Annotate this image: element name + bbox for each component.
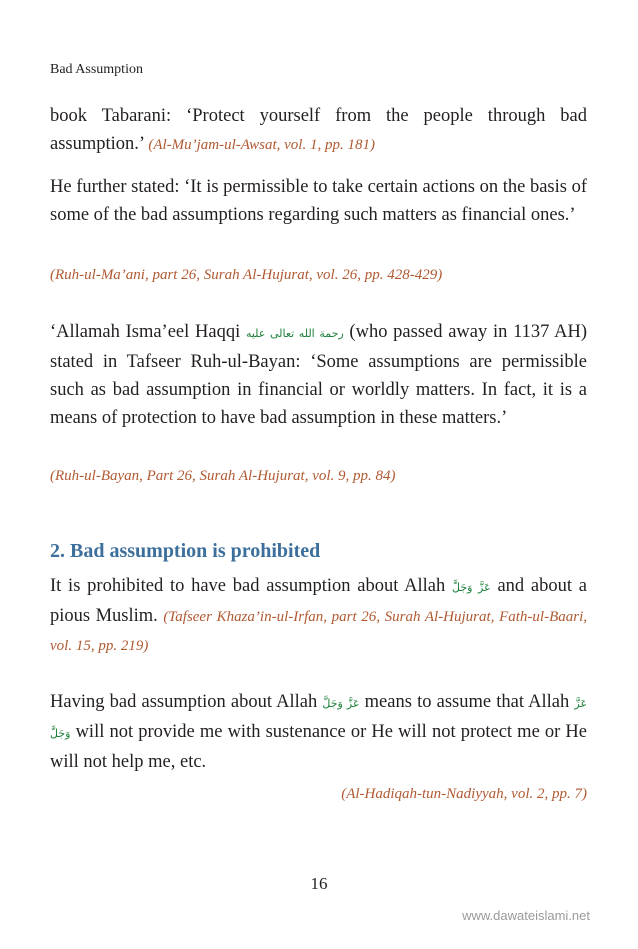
paragraph-text: book Tabarani: ‘Protect yourself from the people through bad assumption.’	[50, 106, 587, 154]
paragraph-text: means to assume that Allah	[359, 692, 575, 712]
paragraph-text: (who passed away in 1137 AH) stated in Tafseer Ruh-ul-Bayan: ‘Some assumptions are permissible such as bad assumption in financial or worldly matters. In fact, it is a means of protection to have bad assumption in these matters.’	[50, 322, 587, 428]
arabic-honorific: عَزَّ وَجَلَّ	[322, 697, 360, 710]
reference-citation: (Ruh-ul-Ma’ani, part 26, Surah Al-Hujurat, vol. 26, pp. 428-429)	[50, 267, 443, 283]
reference-citation: (Al-Mu’jam-ul-Awsat, vol. 1, pp. 181)	[148, 137, 375, 153]
paragraph-text: ‘Allamah Isma’eel Haqqi	[50, 322, 246, 342]
paragraph-further-stated	[50, 173, 587, 229]
paragraph-prohibited	[50, 572, 587, 660]
reference-citation: (Al-Hadiqah-tun-Nadiyyah, vol. 2, pp. 7)	[341, 786, 587, 802]
arabic-honorific: عَزَّ وَجَلَّ	[50, 697, 588, 740]
website-watermark: www.dawateislami.net	[462, 908, 590, 923]
arabic-honorific: رحمة الله تعالى عليه	[245, 327, 344, 340]
paragraph-text: Having bad assumption about Allah	[50, 692, 323, 712]
paragraph-text: and about a pious Muslim.	[50, 576, 587, 626]
paragraph-allamah-haqqi	[50, 318, 587, 432]
page-number: 16	[310, 874, 328, 893]
paragraph-meaning	[50, 688, 587, 776]
paragraph-tabarani-quote	[50, 102, 587, 159]
running-header: Bad Assumption	[50, 62, 143, 77]
section-heading: 2. Bad assumption is prohibited	[50, 540, 321, 562]
reference-citation: (Ruh-ul-Bayan, Part 26, Surah Al-Hujurat, vol. 9, pp. 84)	[50, 468, 396, 484]
paragraph-text: It is prohibited to have bad assumption about Allah	[50, 576, 452, 596]
paragraph-text: He further stated: ‘It is permissible to take certain actions on the basis of some of the bad assumptions regarding such matters as financial ones.’	[50, 177, 587, 225]
reference-citation: (Tafseer Khaza’in-ul-Irfan, part 26, Surah Al-Hujurat, Fath-ul-Baari, vol. 15, pp. 219)	[50, 609, 587, 654]
arabic-honorific: عَزَّ وَجَلَّ	[451, 581, 491, 594]
paragraph-text: will not provide me with sustenance or He will not protect me or He will not help me, etc.	[50, 722, 587, 772]
